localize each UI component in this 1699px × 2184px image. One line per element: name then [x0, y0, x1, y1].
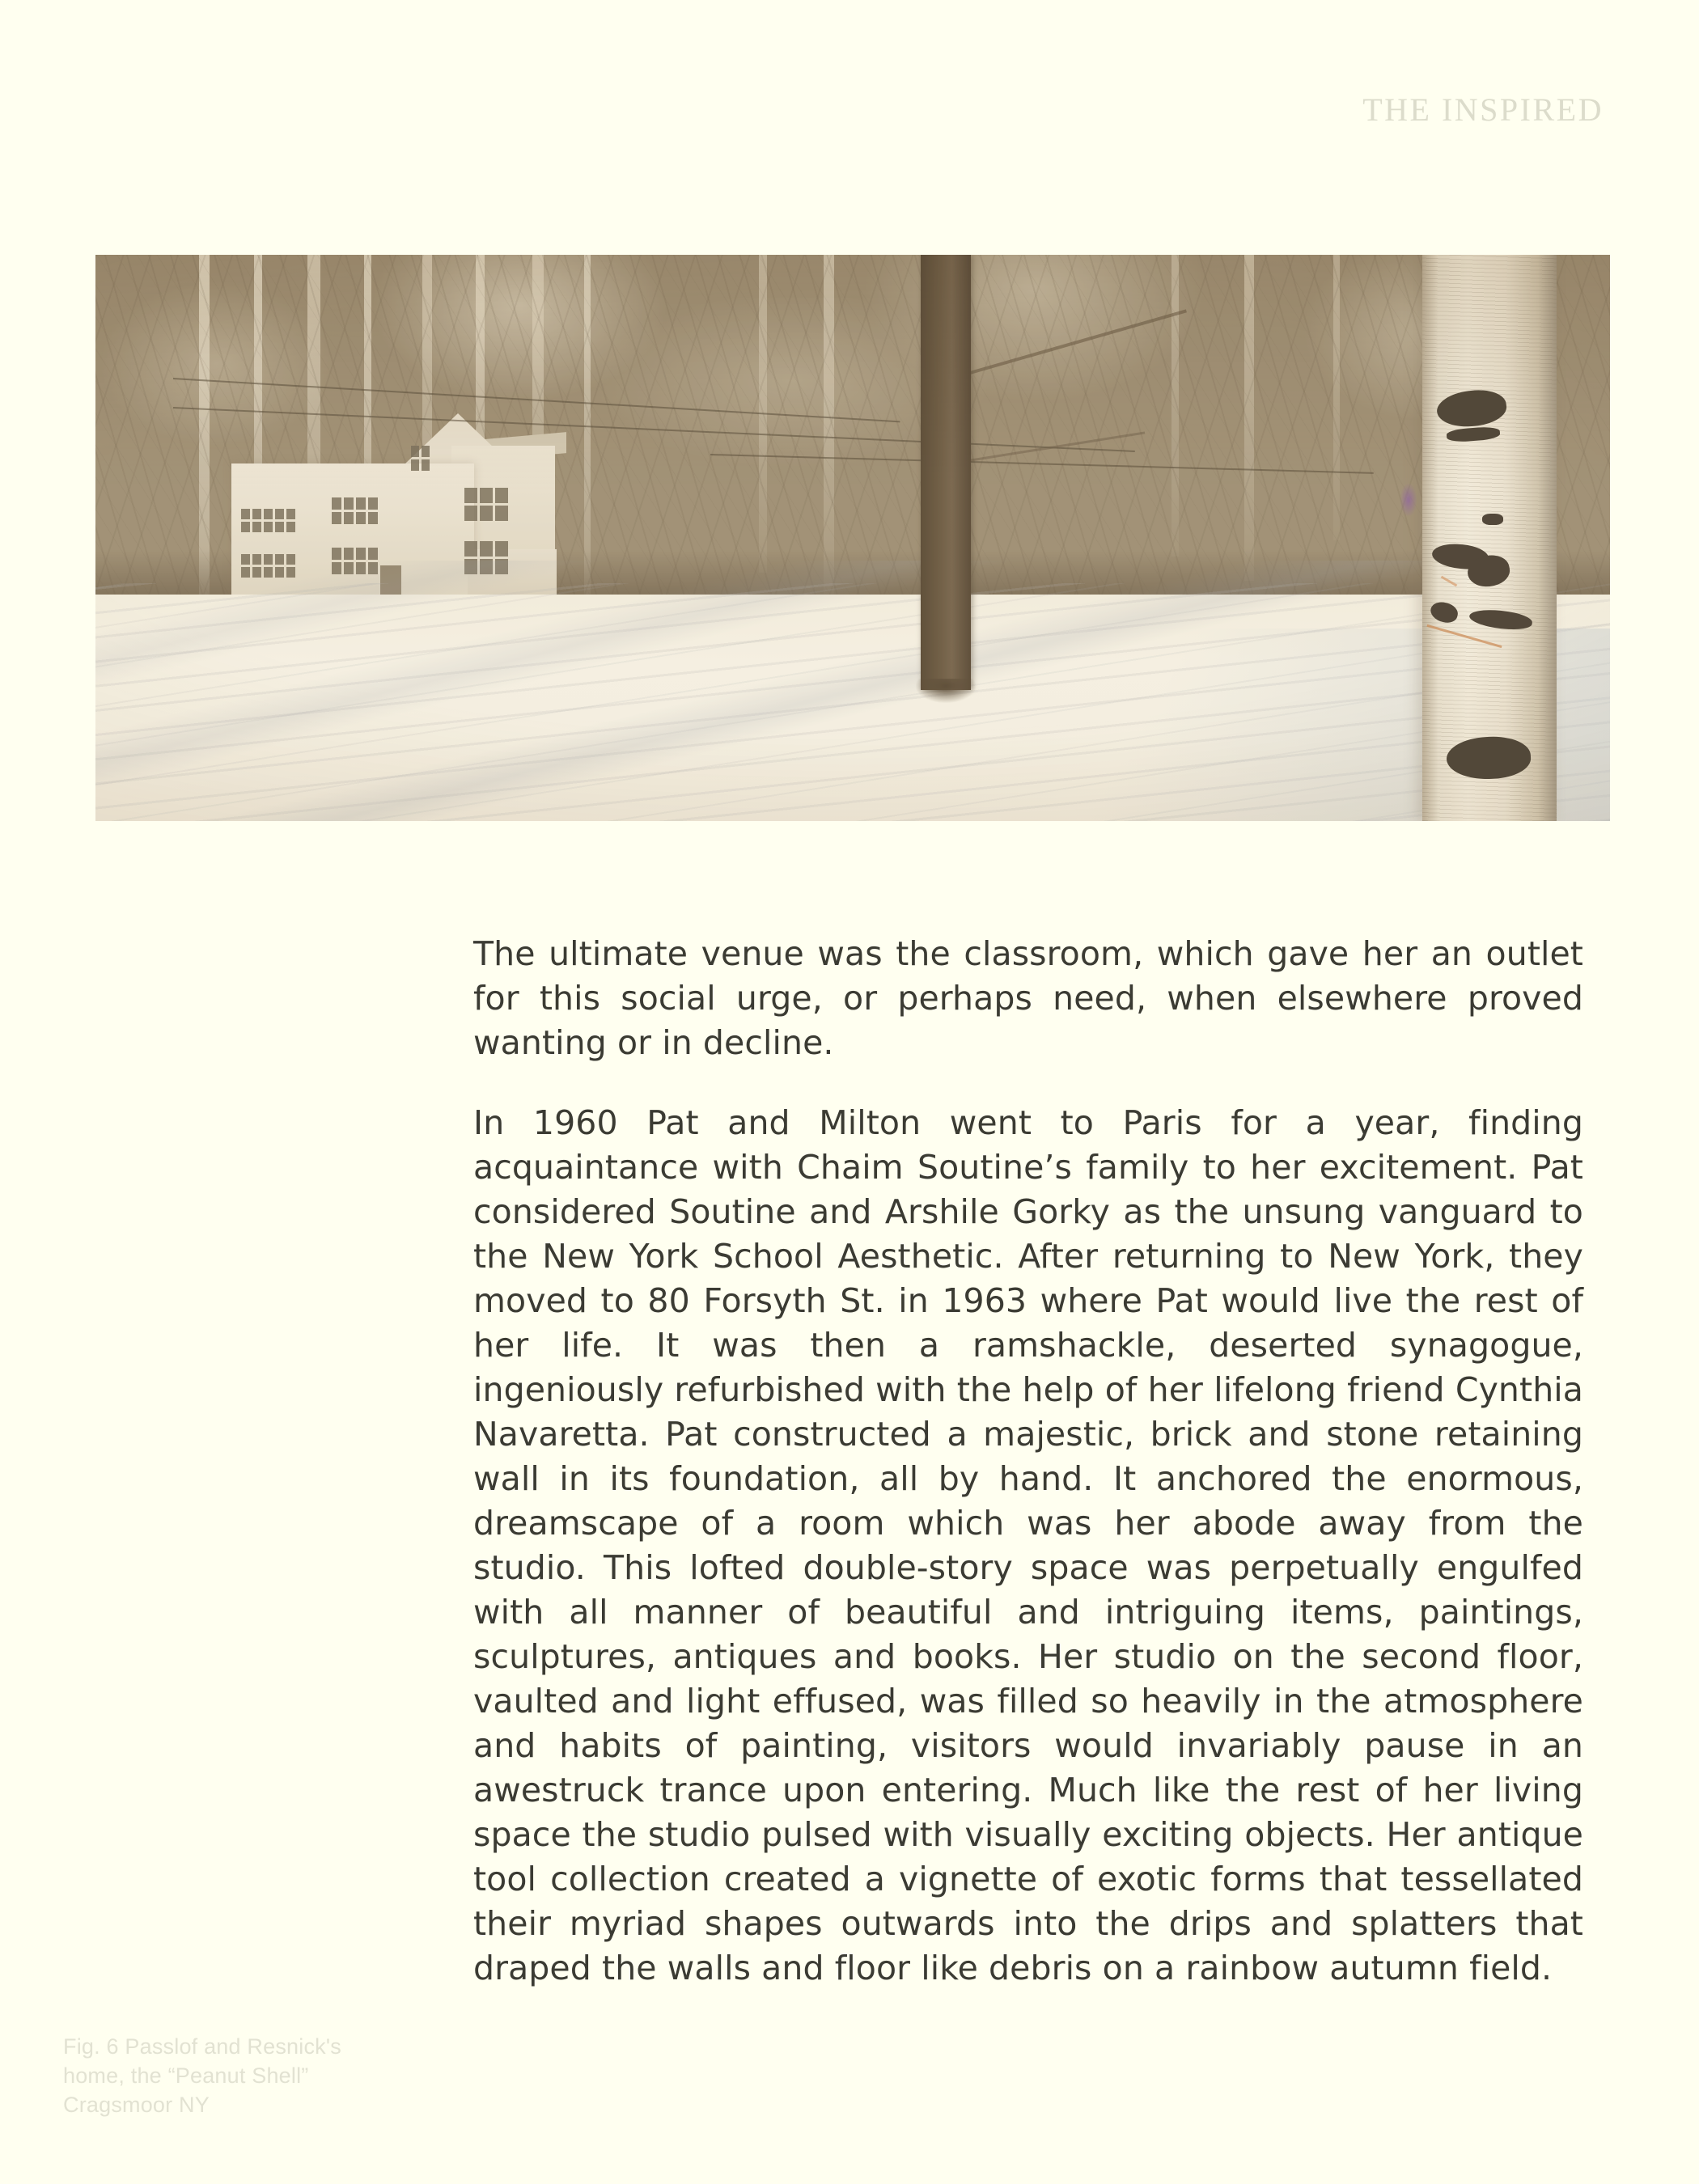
- photograph-image: [95, 255, 1610, 821]
- body-paragraph-2: In 1960 Pat and Milton went to Paris for a year, finding acquaintance with Chaim Soutine’s family to her excitement. Pat considered Soutine and Arshile Gorky as the unsung vanguard to the New York School Aesthetic. After returning to New York, they moved to 80 Forsyth St. in 1963 where Pat would live the rest of her life. It was then a ramshackle, deserted synagogue, ingeniously refurbished with the help of her lifelong friend Cynthia Navaretta. Pat constructed a majestic, brick and stone retaining wall in its foundation, all by hand. It anchored the enormous, dreamscape of a room which was her abode away from the studio. This lofted double-story space was perpetually engulfed with all manner of beautiful and intriguing items, paintings, sculptures, antiques and books. Her studio on the second floor, vaulted and light effused, was filled so heavily in the atmosphere and habits of painting, visitors would invariably pause in an awestruck trance upon entering. Much like the rest of her living space the studio pulsed with visually exciting objects. Her antique tool collection created a vignette of exotic forms that tessellated their myriad shapes outwards into the drips and splatters that draped the walls and floor like debris on a rainbow autumn field.: [473, 1103, 1583, 1987]
- body-paragraph-1: The ultimate venue was the classroom, which gave her an outlet for this social urge, or perhaps need, when elsewhere proved wanting or in decline.: [473, 934, 1583, 1062]
- running-header: THE INSPIRED: [1362, 91, 1604, 128]
- photo-sepia-wash: [95, 255, 1610, 821]
- figure-caption: [63, 2032, 387, 2119]
- figure-caption-line-3: Cragsmoor NY: [63, 2093, 210, 2117]
- figure-photograph: [95, 255, 1610, 821]
- body-text-column: [473, 932, 1583, 1991]
- figure-caption-line-1: Fig. 6 Passlof and Resnick's: [63, 2034, 341, 2059]
- figure-caption-line-2: home, the “Peanut Shell”: [63, 2063, 309, 2088]
